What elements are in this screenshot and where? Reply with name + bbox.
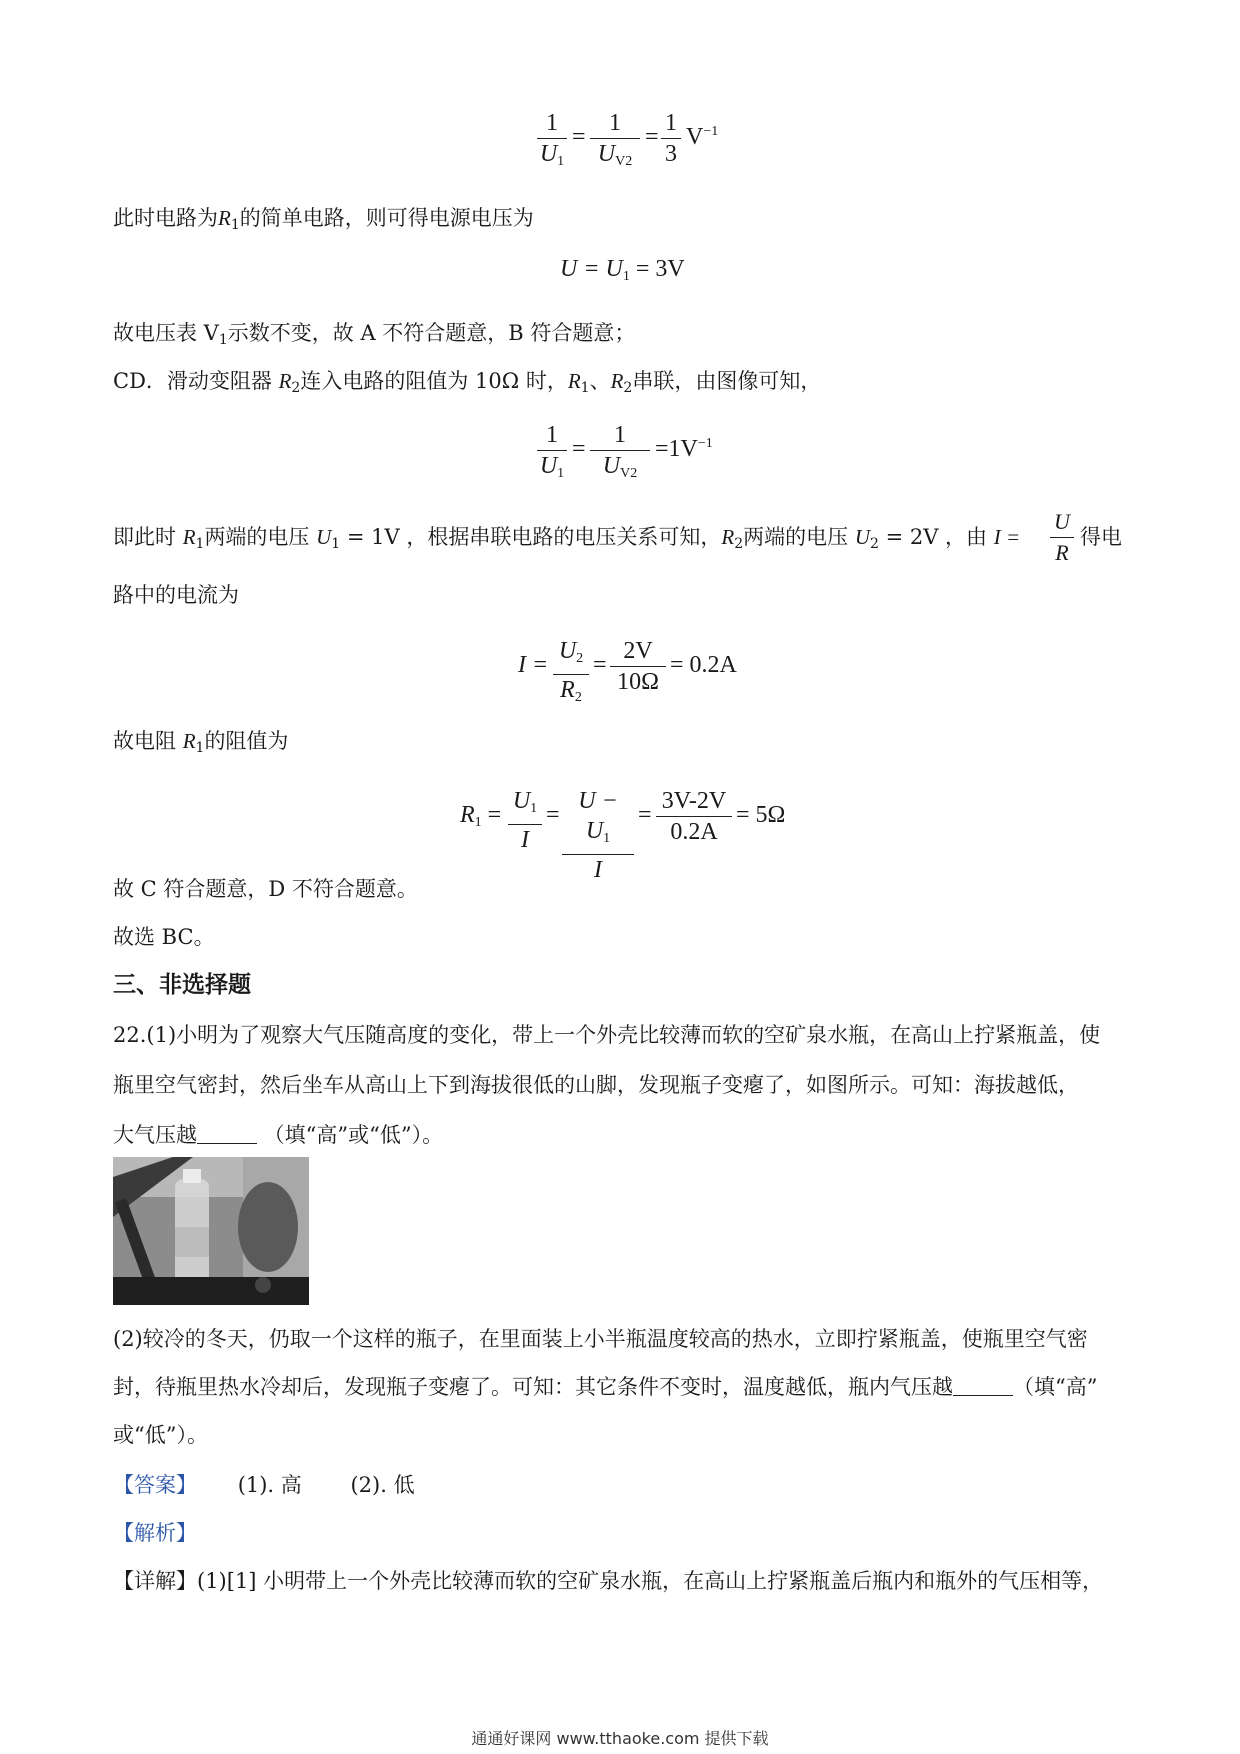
eq5-lhs: $R_1$ = [460, 802, 502, 830]
answer-blank-1 [197, 1123, 257, 1144]
eq3-rhs: $=1V^{-1}$ [655, 436, 713, 462]
line2: 故电压表 $V_1$示数不变，故 A 不符合题意，B 符合题意； [113, 321, 636, 348]
eq1-equals-2: = [645, 124, 659, 150]
answer-tag: 【答案】 [113, 1473, 197, 1497]
q22-line1: 22.(1)小明为了观察大气压随高度的变化，带上一个外壳比较薄而软的空矿泉水瓶，在高山上拧紧瓶盖，使 [113, 1023, 1101, 1047]
bottle-photo [113, 1157, 309, 1305]
analysis-tag: 【解析】 [113, 1521, 197, 1545]
line4: 即此时 $R_1$两端的电压 $U_1 = 1V$ ，根据串联电路的电压关系可知，$R_2$两端的电压 $U_2 = 2V$ ，由 I = [113, 525, 1021, 552]
section-heading: 三、非选择题 [113, 971, 251, 998]
eq5-equals-2: = [638, 802, 652, 828]
eq5-equals-1: = [546, 802, 560, 828]
eq3-equals: = [572, 436, 586, 462]
eq1-unit: $V^{-1}$ [686, 124, 719, 150]
eq5-frac-b: $\frac{U - U_1}{I}$ [562, 786, 634, 885]
eq1-frac-b: $\frac{1}{U_{V2}}$ [590, 108, 640, 177]
answer-line [113, 1470, 415, 1500]
q22-part2-line1: (2)较冷的冬天，仍取一个这样的瓶子，在里面装上小半瓶温度较高的热水，立即拧紧瓶盖，使瓶里空气密 [113, 1327, 1088, 1351]
analysis-line [113, 1518, 197, 1548]
line8: 故选 BC。 [113, 925, 215, 949]
eq4-lhs: I = [518, 652, 549, 678]
eq3-frac-a: $\frac{1}{U_1}$ [537, 420, 567, 489]
eq4-rhs: = 0.2A [670, 652, 737, 678]
answer-1: (1). 高 [237, 1473, 302, 1497]
eq4-frac-a: $\frac{U_2}{R_2}$ [553, 636, 589, 713]
answer-2: (2). 低 [350, 1473, 415, 1497]
detail-tag: 【详解】 [113, 1569, 197, 1593]
eq1-frac-a: $\frac{1}{U_1}$ [537, 108, 567, 177]
eq1-equals-1: = [572, 124, 586, 150]
line7: 故 C 符合题意，D 不符合题意。 [113, 877, 418, 901]
eq4-frac-b: $\frac{2V}{10\Omega}$ [610, 636, 666, 697]
answer-blank-2 [953, 1375, 1013, 1396]
detail-line: 【详解】(1)[1] 小明带上一个外壳比较薄而软的空矿泉水瓶，在高山上拧紧瓶盖后瓶内和瓶外的气压相等， [113, 1569, 1104, 1593]
eq2: $U = U_1 = 3V$ [560, 256, 685, 284]
eq5-frac-a: $\frac{U_1}{I}$ [508, 786, 542, 855]
line1: 此时电路为$R_1$的简单电路，则可得电源电压为 [113, 206, 534, 233]
eq4-equals: = [593, 652, 607, 678]
bottle-photo-image [113, 1157, 309, 1305]
q22-part2-line3: 或“低”）。 [113, 1423, 208, 1447]
eq5-frac-c: $\frac{3V-2V}{0.2A}$ [656, 786, 732, 847]
line3: CD．滑动变阻器 $R_2$连入电路的阻值为 10Ω 时，$R_1$、$R_2$串联，由图像可知， [113, 369, 822, 396]
line4-tail: 得电 [1080, 525, 1122, 549]
line6: 故电阻 $R_1$的阻值为 [113, 729, 289, 756]
line5: 路中的电流为 [113, 583, 239, 607]
q22-line3: 大气压越 （填“高”或“低”）。 [113, 1123, 444, 1147]
eq3-frac-b: $\frac{1}{U_{V2}}$ [590, 420, 650, 489]
page-footer: 通通好课网 www.tthaoke.com 提供下载 [471, 1729, 769, 1748]
q22-part2-line2: 封，待瓶里热水冷却后，发现瓶子变瘪了。可知：其它条件不变时，温度越低，瓶内气压越 （填“高” [113, 1375, 1098, 1399]
eq1-frac-c: $\frac{1}{3}$ [661, 108, 681, 169]
eq5-rhs: = 5Ω [736, 802, 786, 828]
q22-line2: 瓶里空气密封，然后坐车从高山上下到海拔很低的山脚，发现瓶子变瘪了，如图所示。可知：海拔越低， [113, 1073, 1079, 1097]
line4-frac: $\frac{U}{R}$ [1050, 507, 1074, 568]
